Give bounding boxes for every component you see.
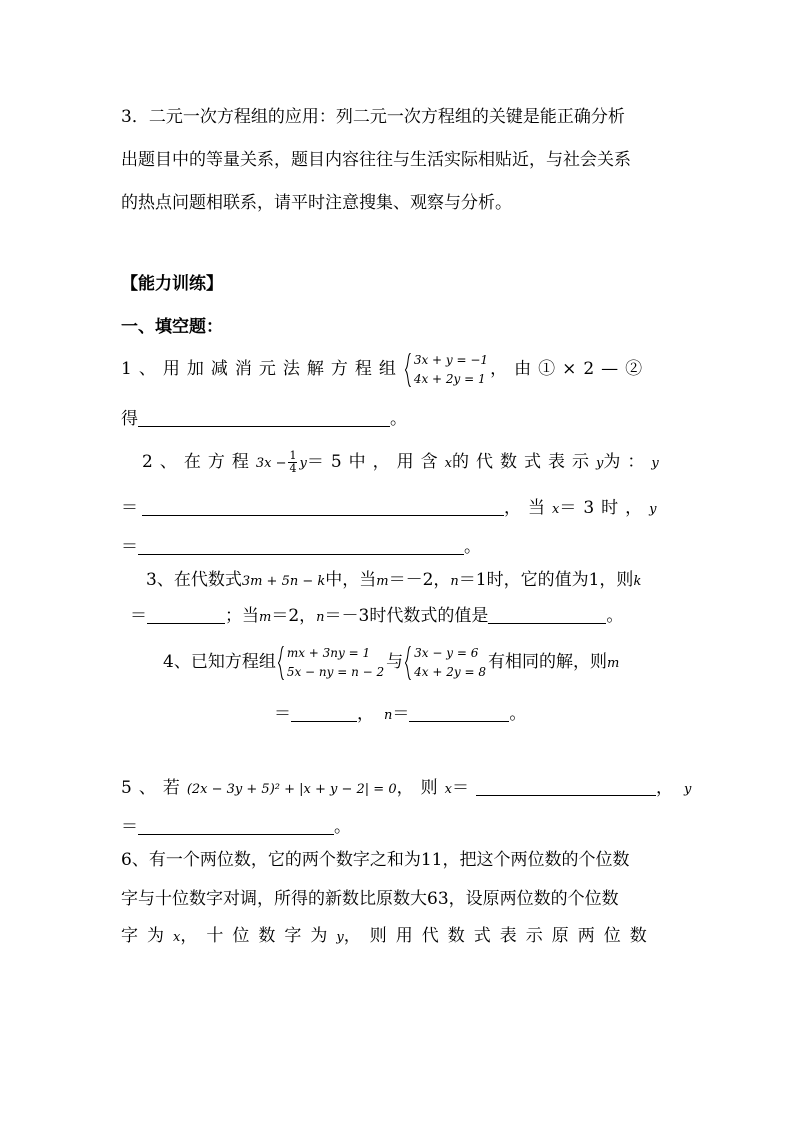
q6-var-x: x	[173, 930, 181, 945]
q2-mid2: 的代数式表示	[452, 452, 596, 472]
q2-prefix: 2、在方程	[142, 452, 256, 472]
q3-answer-blank-2[interactable]	[488, 605, 606, 624]
q1-line2-prefix: 得	[121, 409, 138, 429]
q2-mid: ＝5中，用含	[306, 452, 445, 472]
q6-line3-c: ，则用代数式表示原两位数	[343, 926, 656, 946]
q3-val-m: ＝－2，	[388, 570, 451, 590]
q2-var-x: x	[444, 456, 452, 471]
q4-line2-val: ＝	[392, 704, 410, 724]
q6-line-1: 6、有一个两位数，它的两个数字之和为11，把这个两位数的个位数	[121, 850, 630, 870]
q3-var-k: k	[633, 574, 642, 589]
q3-line2-suffix: 。	[606, 606, 624, 626]
q2-frac-num: 1	[289, 449, 297, 462]
q3-line2-var-m: m	[259, 610, 272, 625]
q4-answer-blank-n[interactable]	[409, 703, 509, 722]
q1-eq-1: 3x + y = −1	[413, 352, 489, 367]
q2-line2-mid: ，当	[504, 498, 552, 518]
q1-line-1	[121, 345, 649, 393]
q4-answer-blank-m[interactable]	[291, 703, 357, 722]
q5-answer-blank-y[interactable]	[138, 816, 334, 835]
q2-line2-val: ＝3时，	[559, 498, 650, 518]
q3-line2-var-n: n	[316, 610, 325, 625]
q4-line-2	[274, 703, 526, 727]
q4-suffix: 有相同的解，则	[487, 652, 607, 672]
q4-sys1-eq-1: mx + 3ny = 1	[286, 645, 371, 660]
q3-var-m: m	[376, 574, 389, 589]
q2-var-y2: y	[651, 456, 659, 471]
q4-line2-mid: ，	[357, 704, 374, 724]
q3-line2-mid: ；当	[225, 606, 259, 626]
q3-expr: 3m + 5n − k	[241, 574, 326, 589]
intro-line-3: 的热点问题相联系，请平时注意搜集、观察与分析。	[121, 193, 512, 213]
q2-var-y: y	[596, 456, 604, 471]
q3-var-n: n	[450, 574, 459, 589]
q2-line2-prefix: ＝	[121, 498, 138, 518]
q1-line2-suffix: 。	[390, 409, 407, 429]
q1-prefix: 1、用加减消元法解方程组	[121, 359, 403, 379]
q5-line2-suffix: 。	[334, 817, 351, 837]
brace-icon	[278, 646, 285, 680]
q1-answer-blank[interactable]	[138, 408, 390, 427]
q5-mid3: ，	[655, 778, 680, 798]
q5-mid2: ＝	[451, 778, 476, 798]
q6-line-3	[121, 925, 656, 949]
q3-mid: 中，当	[325, 570, 377, 590]
q3-val-n: ＝1时，它的值为1，则	[458, 570, 634, 590]
q6-line-2: 字与十位数字对调，所得的新数比原数大63，设原两位数的个位数	[121, 889, 619, 909]
q4-sys1-eq-2: 5x − ny = n − 2	[286, 664, 385, 679]
q4-mid: 与	[386, 652, 404, 672]
q1-eq-2: 4x + 2y = 1	[413, 371, 486, 386]
q2-line2-var2: y	[649, 502, 657, 517]
q4-sys2-eq-1: 3x − y = 6	[414, 645, 479, 660]
intro-line-2: 出题目中的等量关系，题目内容往往与生活实际相贴近，与社会关系	[121, 150, 631, 170]
q4-line2-prefix: ＝	[274, 704, 291, 724]
q6-line3-a: 字为	[121, 926, 173, 946]
q2-expr-a: 3x −	[255, 456, 287, 471]
q4-prefix: 4、已知方程组	[163, 652, 276, 672]
q3-line2-val-m: ＝2，	[271, 606, 317, 626]
section-title: 【能力训练】	[121, 274, 223, 294]
q1-line-2	[121, 408, 407, 430]
q5-line2-prefix: ＝	[121, 817, 138, 837]
q1-equation-system	[405, 351, 488, 389]
subsection-title: 一、填空题：	[121, 317, 223, 337]
q5-prefix: 5、若	[121, 778, 187, 798]
q6-var-y: y	[336, 930, 344, 945]
q2-expr-b: y	[299, 456, 307, 471]
q5-var-y: y	[683, 782, 692, 797]
q2-line3-suffix: 。	[464, 537, 481, 557]
q4-equation-system-2	[405, 644, 486, 682]
q2-frac-den: 4	[289, 462, 297, 475]
q4-sys2-eq-2: 4x + 2y = 8	[414, 664, 486, 679]
q5-var-x: x	[444, 782, 452, 797]
q2-line3-prefix: ＝	[121, 537, 138, 557]
q2-line2-var: x	[552, 502, 560, 517]
q2-answer-blank-2[interactable]	[138, 536, 464, 555]
q2-line-3	[121, 536, 481, 558]
q6-line3-b: ，十位数字为	[180, 926, 337, 946]
q3-answer-blank-1[interactable]	[147, 605, 225, 624]
q2-fraction	[288, 450, 297, 475]
brace-icon	[405, 646, 412, 680]
q4-line-1	[163, 638, 619, 688]
q2-line-1	[142, 444, 659, 482]
q4-line2-var-n: n	[384, 708, 393, 723]
q5-line-2	[121, 816, 351, 838]
q4-line2-suffix: 。	[509, 704, 527, 724]
intro-line-1: 3．二元一次方程组的应用：列二元一次方程组的关键是能正确分析	[121, 107, 625, 127]
q2-line-2	[121, 497, 657, 521]
q2-answer-blank-1[interactable]	[142, 497, 504, 516]
q5-line-1	[121, 777, 691, 801]
q3-line-1	[146, 569, 641, 593]
brace-icon	[405, 353, 412, 387]
q2-mid3: 为：	[603, 452, 652, 472]
q3-line-2	[130, 605, 623, 629]
q3-line2-val-n: ＝－3时代数式的值是	[324, 606, 489, 626]
q3-prefix: 3、在代数式	[146, 570, 242, 590]
q5-answer-blank-x[interactable]	[476, 777, 656, 796]
q3-line2-prefix: ＝	[130, 606, 147, 626]
q4-equation-system-1	[278, 644, 384, 682]
q5-mid: ，则	[396, 778, 445, 798]
q4-var-m: m	[606, 656, 620, 671]
q5-expr: (2x − 3y + 5)² + |x + y − 2| = 0	[186, 782, 397, 797]
q1-suffix: ，由①×2—②	[490, 359, 650, 379]
